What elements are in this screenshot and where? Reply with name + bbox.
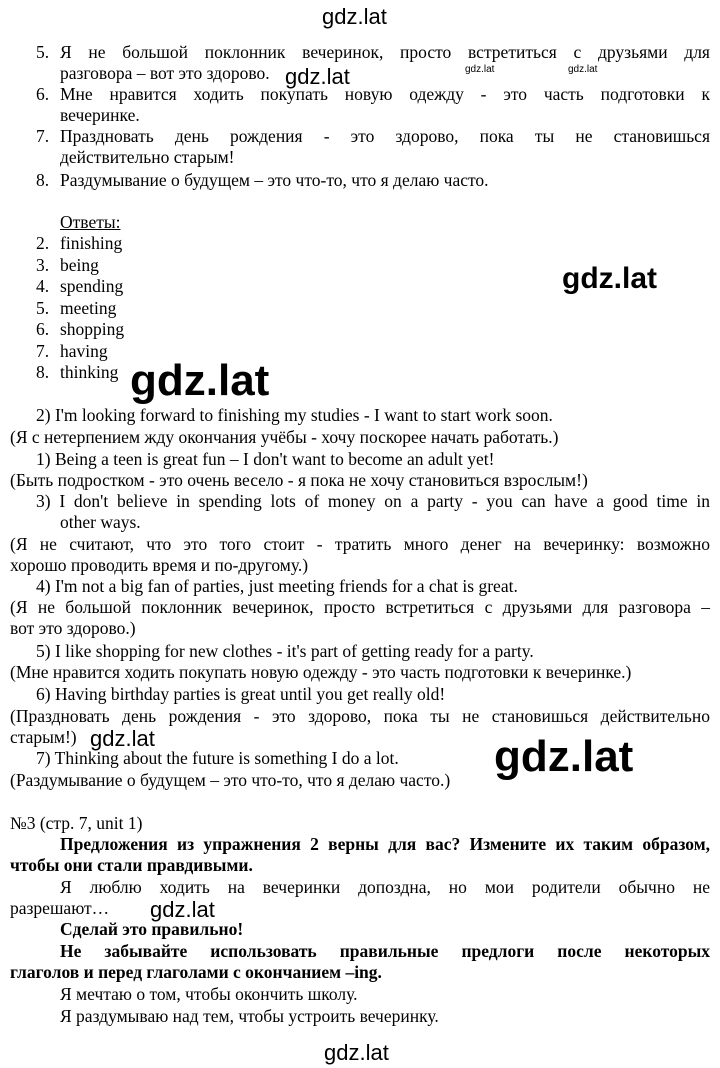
- answer-number: 6.: [36, 319, 50, 339]
- answer-word: thinking: [60, 362, 119, 382]
- watermark-mid: gdz.lat: [150, 897, 215, 922]
- sentence-en: 5) I like shopping for new clothes - it's part of getting ready for a party.: [36, 641, 534, 661]
- watermark-right: gdz.lat: [562, 262, 657, 295]
- watermark-left: gdz.lat: [90, 726, 155, 751]
- sentence-en: 6) Having birthday parties is great until you get really old!: [36, 684, 446, 704]
- sentence-ru-cont: старым!): [10, 727, 77, 747]
- answer-number: 5.: [36, 298, 50, 318]
- example-sentence: Я раздумываю над тем, чтобы устроить вечеринку.: [60, 1006, 439, 1026]
- item-text-cont: действительно старым!: [60, 147, 235, 167]
- task-text: Предложения из упражнения 2 верны для вас? Измените их таким образом,: [60, 834, 710, 854]
- item-text: Мне нравится ходить покупать новую одежду - это часть подготовки к: [60, 84, 710, 104]
- answer-number: 8.: [36, 362, 50, 382]
- sentence-ru-cont: вот это здорово.): [10, 618, 136, 638]
- rule-text-cont: глаголов и перед глаголами с окончанием –ing.: [10, 962, 382, 982]
- sentence-en: 7) Thinking about the future is something I do a lot.: [36, 748, 399, 768]
- sentence-ru: (Быть подростком - это очень весело - я пока не хочу становиться взрослым!): [10, 470, 588, 490]
- answer-number: 7.: [36, 341, 50, 361]
- watermark-top: gdz.lat: [322, 4, 387, 29]
- sentence-en: 3) I don't believe in spending lots of money on a party - you can have a good time in: [36, 491, 710, 511]
- do-it-right-heading: Сделай это правильно!: [60, 919, 244, 939]
- item-number: 6.: [36, 84, 50, 104]
- sentence-ru: (Праздновать день рождения - это здорово, пока ты не становишься действительно: [10, 706, 710, 726]
- answer-word: meeting: [60, 298, 117, 318]
- answer-word: finishing: [60, 233, 123, 253]
- answer-word: spending: [60, 276, 124, 296]
- sentence-en-cont: other ways.: [60, 512, 141, 532]
- item-number: 8.: [36, 170, 50, 190]
- item-text: Раздумывание о будущем – это что-то, что я делаю часто.: [60, 170, 489, 190]
- rule-text: Не забывайте использовать правильные предлоги после некоторых: [60, 941, 710, 961]
- item-number: 7.: [36, 126, 50, 146]
- example-sentence: Я мечтаю о том, чтобы окончить школу.: [60, 984, 358, 1004]
- sentence-ru: (Я с нетерпением жду окончания учёбы - хочу поскорее начать работать.): [10, 427, 559, 447]
- answer-word: being: [60, 255, 99, 275]
- answer-word: having: [60, 341, 108, 361]
- item-text: Праздновать день рождения - это здорово, пока ты не становишься: [60, 126, 710, 146]
- watermark-bottom: gdz.lat: [324, 1040, 389, 1065]
- paragraph-cont: разрешают…: [10, 898, 110, 918]
- answers-title: Ответы:: [60, 212, 121, 232]
- paragraph: Я люблю ходить на вечеринки допоздна, но мои родители обычно не: [60, 877, 710, 897]
- sentence-en: 1) Being a teen is great fun – I don't want to become an adult yet!: [36, 449, 495, 469]
- sentence-ru: (Мне нравится ходить покупать новую одежду - это часть подготовки к вечеринке.): [10, 662, 632, 682]
- item-text: Я не большой поклонник вечеринок, просто встретиться с друзьями для: [60, 42, 710, 62]
- sentence-en: 2) I'm looking forward to finishing my studies - I want to start work soon.: [36, 405, 553, 425]
- answer-number: 4.: [36, 276, 50, 296]
- watermark-inline: gdz.lat: [285, 64, 350, 89]
- watermark-big-right: gdz.lat: [494, 732, 634, 781]
- sentence-en: 4) I'm not a big fan of parties, just meeting friends for a chat is great.: [36, 576, 518, 596]
- answer-number: 2.: [36, 233, 50, 253]
- watermark-big: gdz.lat: [130, 356, 270, 405]
- answer-word: shopping: [60, 319, 125, 339]
- item-text-cont: вечеринке.: [60, 105, 140, 125]
- sentence-ru-cont: хорошо проводить время и по-другому.): [10, 555, 309, 575]
- task-text-cont: чтобы они стали правдивыми.: [10, 855, 253, 875]
- sentence-ru: (Раздумывание о будущем – это что-то, что я делаю часто.): [10, 770, 451, 790]
- watermark-tiny-1: gdz.lat: [465, 64, 495, 75]
- exercise-heading: №3 (стр. 7, unit 1): [10, 813, 143, 833]
- answer-number: 3.: [36, 255, 50, 275]
- sentence-ru: (Я не считают, что это того стоит - тратить много денег на вечеринку: возможно: [10, 534, 710, 554]
- watermark-tiny-2: gdz.lat: [568, 64, 598, 75]
- sentence-ru: (Я не большой поклонник вечеринок, просто встретиться с друзьями для разговора –: [10, 597, 710, 617]
- item-text-cont: разговора – вот это здорово.: [60, 63, 270, 83]
- item-number: 5.: [36, 42, 50, 62]
